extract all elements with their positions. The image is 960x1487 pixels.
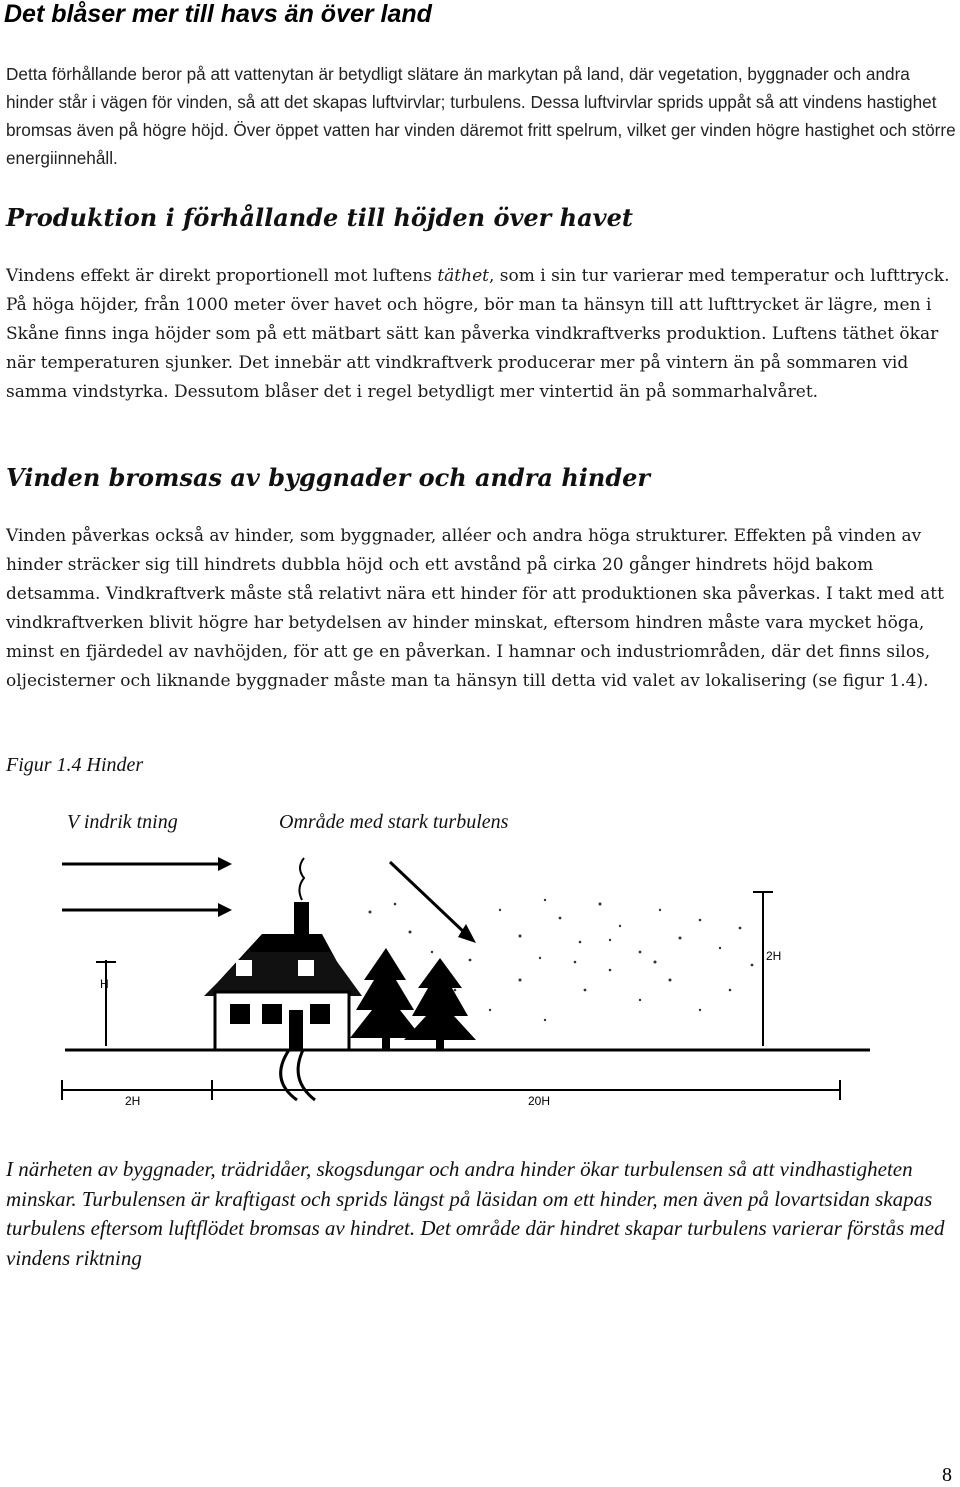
paragraph-altitude: [6, 262, 958, 407]
house-obstacle: [204, 858, 362, 1100]
paragraph-sea-vs-land: Detta förhållande beror på att vattenytan är betydligt slätare än markytan på land, där vegetation, byggnader och andra hinder står i vägen för vinden, så att det skapas luftvirvlar; turbulens. Dessa luftvirvlar sprids uppåt så att vindens hastighet bromsas även på högre höjd. Över öppet vatten har vinden däremot fritt spelrum, vilket ger vinden högre hastighet och större energiinnehåll.: [6, 64, 956, 168]
heading-altitude-production: Produktion i förhållande till höjden över havet: [6, 203, 633, 232]
heading-obstacles: Vinden bromsas av byggnader och andra hinder: [6, 463, 651, 492]
heading-wind-sea-vs-land: Det blåser mer till havs än över land: [4, 0, 432, 28]
figure-title: Figur 1.4 Hinder: [6, 754, 144, 776]
paragraph-altitude-emphasis: täthet: [437, 266, 489, 286]
dim-label-2h-vertical: 2H: [766, 949, 782, 963]
wind-direction-arrow-top: [62, 857, 232, 871]
turbulence-arrow: [390, 862, 476, 943]
dim-label-20h: 20H: [528, 1094, 551, 1108]
paragraph-obstacles: Vinden påverkas också av hinder, som byggnader, alléer och andra höga strukturer. Effekten på vinden av hinder sträcker sig till hindrets dubbla höjd och ett avstånd på cirka 20 gånger hindrets höjd bakom detsamma. Vindkraftverk måste stå relativt nära ett hinder för att produktionen ska påverkas. I takt med att vindkraftverken blivit högre har betydelsen av hinder minskat, eftersom hindren måste vara mycket höga, minst en fjärdedel av navhöjden, för att ge en påverkan. I hamnar och industriområden, där det finns silos, oljecisterner och liknande byggnader måste man ta hänsyn till detta vid valet av lokalisering (se figur 1.4).: [6, 526, 944, 691]
paragraph-altitude-text-1: Vindens effekt är direkt proportionell mot luftens: [6, 266, 438, 286]
tree-obstacle-2: [404, 958, 476, 1050]
figure-label-turbulence: Område med stark turbulens: [279, 811, 509, 833]
dim-label-h: H: [100, 977, 109, 991]
figure-caption: I närheten av byggnader, trädridåer, skogsdungar och andra hinder ökar turbulensen så att vindhastigheten minskar. Turbulensen är kraftigast och sprids längst på läsidan om ett hinder, men även på lovartsidan skapas turbulens eftersom luftflödet bromsas av hindret. Det område där hindret skapar turbulens varierar förstås med vindens riktning: [6, 1157, 945, 1270]
dim-label-2h-horizontal: 2H: [125, 1094, 141, 1108]
paragraph-altitude-text-2: , som i sin tur varierar med temperatur och lufttryck. På höga höjder, från 1000 meter över havet och högre, bör man ta hänsyn till att lufttrycket är lägre, men i Skåne finns inga höjder som på ett mätbart sätt kan påverka vindkraftverks produktion. Luftens täthet ökar när temperaturen sjunker. Det innebär att vindkraftverk producerar mer på vintern än på sommaren vid samma vindstyrka. Dessutom blåser det i regel betydligt mer vintertid än på sommarhalvåret.: [6, 266, 950, 402]
figure-label-wind-direction: V indrik tning: [67, 811, 178, 833]
obstacle-figure: [0, 840, 960, 1130]
page-number: 8: [942, 1464, 952, 1486]
wind-direction-arrow-bottom: [62, 903, 232, 917]
